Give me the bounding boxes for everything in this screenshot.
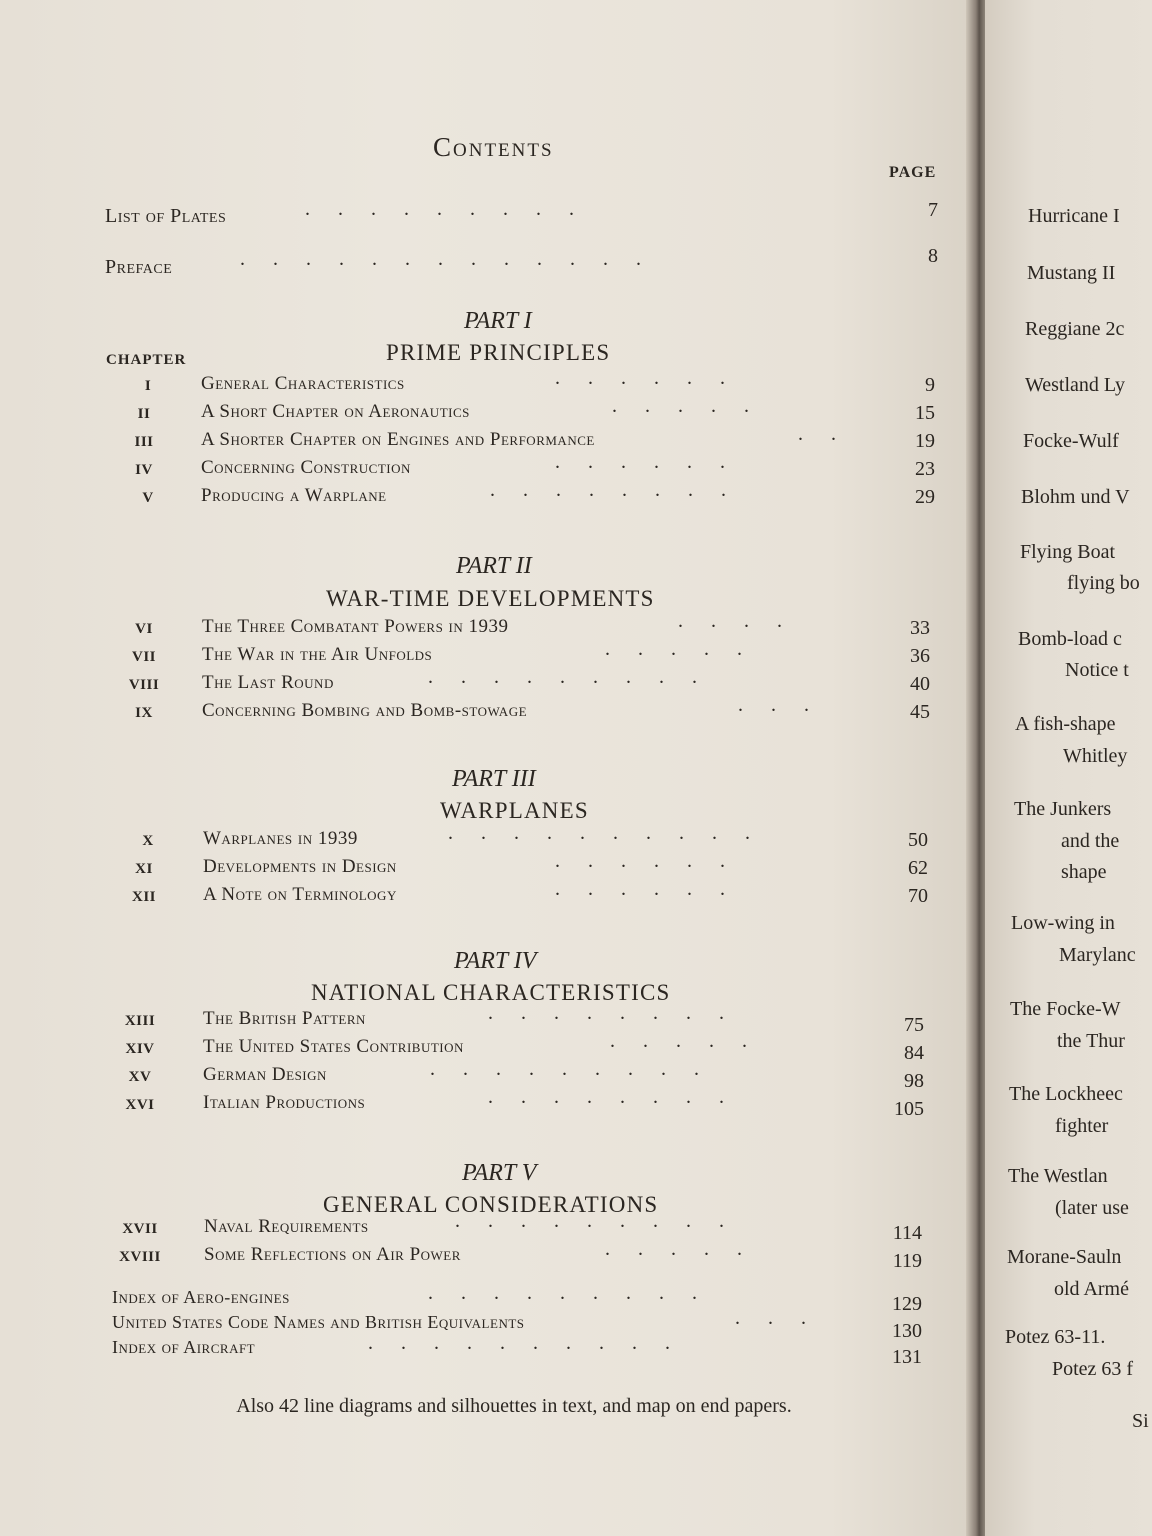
chapter-number: XI <box>135 861 153 877</box>
leader-dots: ... <box>735 1307 834 1329</box>
facing-page-line: Mustang II <box>1027 262 1116 284</box>
chapter-title: Concerning Bombing and Bomb-stowage <box>202 700 528 721</box>
facing-page-line: Focke-Wulf <box>1023 430 1119 452</box>
chapter-number: VII <box>131 649 156 665</box>
facing-page-line: The Westlan <box>1008 1165 1108 1187</box>
leader-dots: ..... <box>605 638 770 660</box>
facing-page-line: the Thur <box>1057 1030 1125 1052</box>
leader-dots: .... <box>678 610 810 632</box>
chapter-title: Some Reflections on Air Power <box>204 1244 461 1265</box>
chapter-page: 114 <box>892 1222 922 1244</box>
chapter-page: 50 <box>908 829 928 851</box>
chapter-number: XVI <box>125 1097 155 1113</box>
chapter-page: 29 <box>915 486 935 508</box>
facing-page-line: Hurricane I <box>1028 205 1120 227</box>
leader-dots: ..... <box>605 1238 770 1260</box>
chapter-number: XVII <box>122 1221 158 1237</box>
facing-page-line: Si <box>1132 1410 1149 1432</box>
chapter-page: 33 <box>910 617 930 639</box>
leader-dots: ..... <box>610 1030 775 1052</box>
part-title: NATIONAL CHARACTERISTICS <box>311 980 671 1005</box>
chapter-column-header: CHAPTER <box>106 352 187 368</box>
leader-dots: ...... <box>555 451 753 473</box>
facing-page-line: Potez 63 f <box>1052 1358 1134 1380</box>
chapter-page: 105 <box>894 1098 924 1120</box>
leader-dots: ... <box>738 694 837 716</box>
part-label: PART II <box>456 553 532 579</box>
facing-page-line: Whitley <box>1063 745 1128 767</box>
facing-page-line: old Armé <box>1054 1278 1129 1300</box>
chapter-title: The United States Contribution <box>203 1036 464 1057</box>
chapter-title: Naval Requirements <box>204 1216 369 1237</box>
chapter-page: 9 <box>925 374 935 396</box>
index-title: Index of Aero-engines <box>112 1287 290 1307</box>
chapter-page: 23 <box>915 458 935 480</box>
leader-dots: ........ <box>490 479 754 501</box>
leader-dots: ......... <box>428 666 725 688</box>
chapter-number: II <box>137 406 151 422</box>
facing-page-line: Potez 63-11. <box>1005 1326 1106 1348</box>
facing-page-line: shape <box>1061 861 1107 883</box>
chapter-title: Warplanes in 1939 <box>203 828 358 849</box>
facing-page-line: Morane-Sauln <box>1007 1246 1122 1268</box>
leader-dots: ........ <box>488 1002 752 1024</box>
chapter-number: VIII <box>128 677 160 693</box>
leader-dots: ......... <box>428 1282 725 1304</box>
chapter-number: XVIII <box>119 1249 161 1265</box>
part-title: GENERAL CONSIDERATIONS <box>323 1192 659 1217</box>
chapter-title: A Short Chapter on Aeronautics <box>201 401 470 422</box>
facing-page-line: flying bo <box>1067 572 1140 594</box>
chapter-page: 15 <box>915 402 935 424</box>
part-title: WAR-TIME DEVELOPMENTS <box>326 586 655 611</box>
part-title: PRIME PRINCIPLES <box>386 340 611 365</box>
chapter-page: 45 <box>910 701 930 723</box>
index-page: 129 <box>892 1293 922 1315</box>
facing-page-line: The Lockheec <box>1009 1083 1123 1105</box>
leader-dots: ......... <box>455 1210 752 1232</box>
chapter-title: Producing a Warplane <box>201 485 387 506</box>
chapter-page: 40 <box>910 673 930 695</box>
chapter-number: IX <box>135 705 153 721</box>
chapter-page: 62 <box>908 857 928 879</box>
leader-dots: ............. <box>240 248 669 270</box>
page-title: Contents <box>433 132 554 162</box>
chapter-number: XIII <box>124 1013 156 1029</box>
chapter-title: Developments in Design <box>203 856 397 877</box>
leader-dots: .......... <box>368 1332 698 1354</box>
facing-page-line: The Focke-W <box>1010 998 1121 1020</box>
chapter-title: The War in the Air Unfolds <box>202 644 433 665</box>
index-title: Index of Aircraft <box>112 1337 256 1357</box>
facing-page-line: fighter <box>1055 1115 1109 1137</box>
part-label: PART V <box>462 1160 537 1186</box>
facing-page-line: Flying Boat <box>1020 541 1116 563</box>
leader-dots: ......... <box>430 1058 727 1080</box>
part-label: PART IV <box>454 948 537 974</box>
chapter-number: XIV <box>125 1041 155 1057</box>
chapter-title: The British Pattern <box>203 1008 366 1029</box>
part-label: PART I <box>464 308 532 334</box>
facing-page-line: Westland Ly <box>1025 374 1126 396</box>
chapter-page: 36 <box>910 645 930 667</box>
index-title: United States Code Names and British Equivalents <box>112 1312 525 1332</box>
chapter-number: III <box>134 434 154 450</box>
chapter-number: V <box>142 490 154 506</box>
part-title: WARPLANES <box>440 798 589 823</box>
facing-page-line: Bomb-load c <box>1018 628 1122 650</box>
chapter-number: XII <box>131 889 156 905</box>
facing-page-line: and the <box>1061 830 1120 852</box>
front-matter-title: List of Plates <box>105 205 227 227</box>
leader-dots: ...... <box>555 850 753 872</box>
chapter-title: Italian Productions <box>203 1092 366 1113</box>
leader-dots: .. <box>798 423 864 445</box>
footnote: Also 42 line diagrams and silhouettes in text, and map on end papers. <box>236 1395 792 1417</box>
chapter-page: 84 <box>904 1042 924 1064</box>
leader-dots: ...... <box>555 367 753 389</box>
chapter-title: Concerning Construction <box>201 457 411 478</box>
leader-dots: ..... <box>612 395 777 417</box>
front-matter-page: 7 <box>928 199 938 221</box>
chapter-title: General Characteristics <box>201 373 405 394</box>
index-page: 131 <box>892 1346 922 1368</box>
chapter-number: VI <box>135 621 153 637</box>
chapter-page: 75 <box>904 1014 924 1036</box>
front-matter-title: Preface <box>105 256 173 278</box>
facing-page-line: A fish-shape <box>1015 713 1116 735</box>
chapter-title: German Design <box>203 1064 327 1085</box>
chapter-title: A Note on Terminology <box>203 884 397 905</box>
leader-dots: .......... <box>448 822 778 844</box>
front-matter-page: 8 <box>928 245 938 267</box>
leader-dots: ...... <box>555 878 753 900</box>
facing-page-line: (later use <box>1055 1197 1129 1219</box>
page-column-header: PAGE <box>889 164 937 181</box>
facing-page-line: Marylanc <box>1059 944 1136 966</box>
leader-dots: ......... <box>305 198 602 220</box>
chapter-page: 119 <box>892 1250 922 1272</box>
chapter-page: 98 <box>904 1070 924 1092</box>
chapter-title: The Three Combatant Powers in 1939 <box>202 616 509 637</box>
chapter-title: The Last Round <box>202 672 334 693</box>
facing-page-line: Notice t <box>1065 659 1129 681</box>
chapter-number: I <box>144 378 152 394</box>
index-page: 130 <box>892 1320 922 1342</box>
facing-page-line: The Junkers <box>1014 798 1112 820</box>
chapter-number: IV <box>135 462 153 478</box>
facing-page-line: Blohm und V <box>1021 486 1130 508</box>
chapter-number: X <box>142 833 154 849</box>
facing-page-line: Low-wing in <box>1011 912 1115 934</box>
chapter-number: XV <box>128 1069 152 1085</box>
leader-dots: ........ <box>488 1086 752 1108</box>
part-label: PART III <box>452 766 536 792</box>
chapter-page: 19 <box>915 430 935 452</box>
chapter-title: A Shorter Chapter on Engines and Performance <box>201 429 595 450</box>
facing-page <box>985 0 1152 1536</box>
chapter-page: 70 <box>908 885 928 907</box>
facing-page-line: Reggiane 2c <box>1025 318 1125 340</box>
